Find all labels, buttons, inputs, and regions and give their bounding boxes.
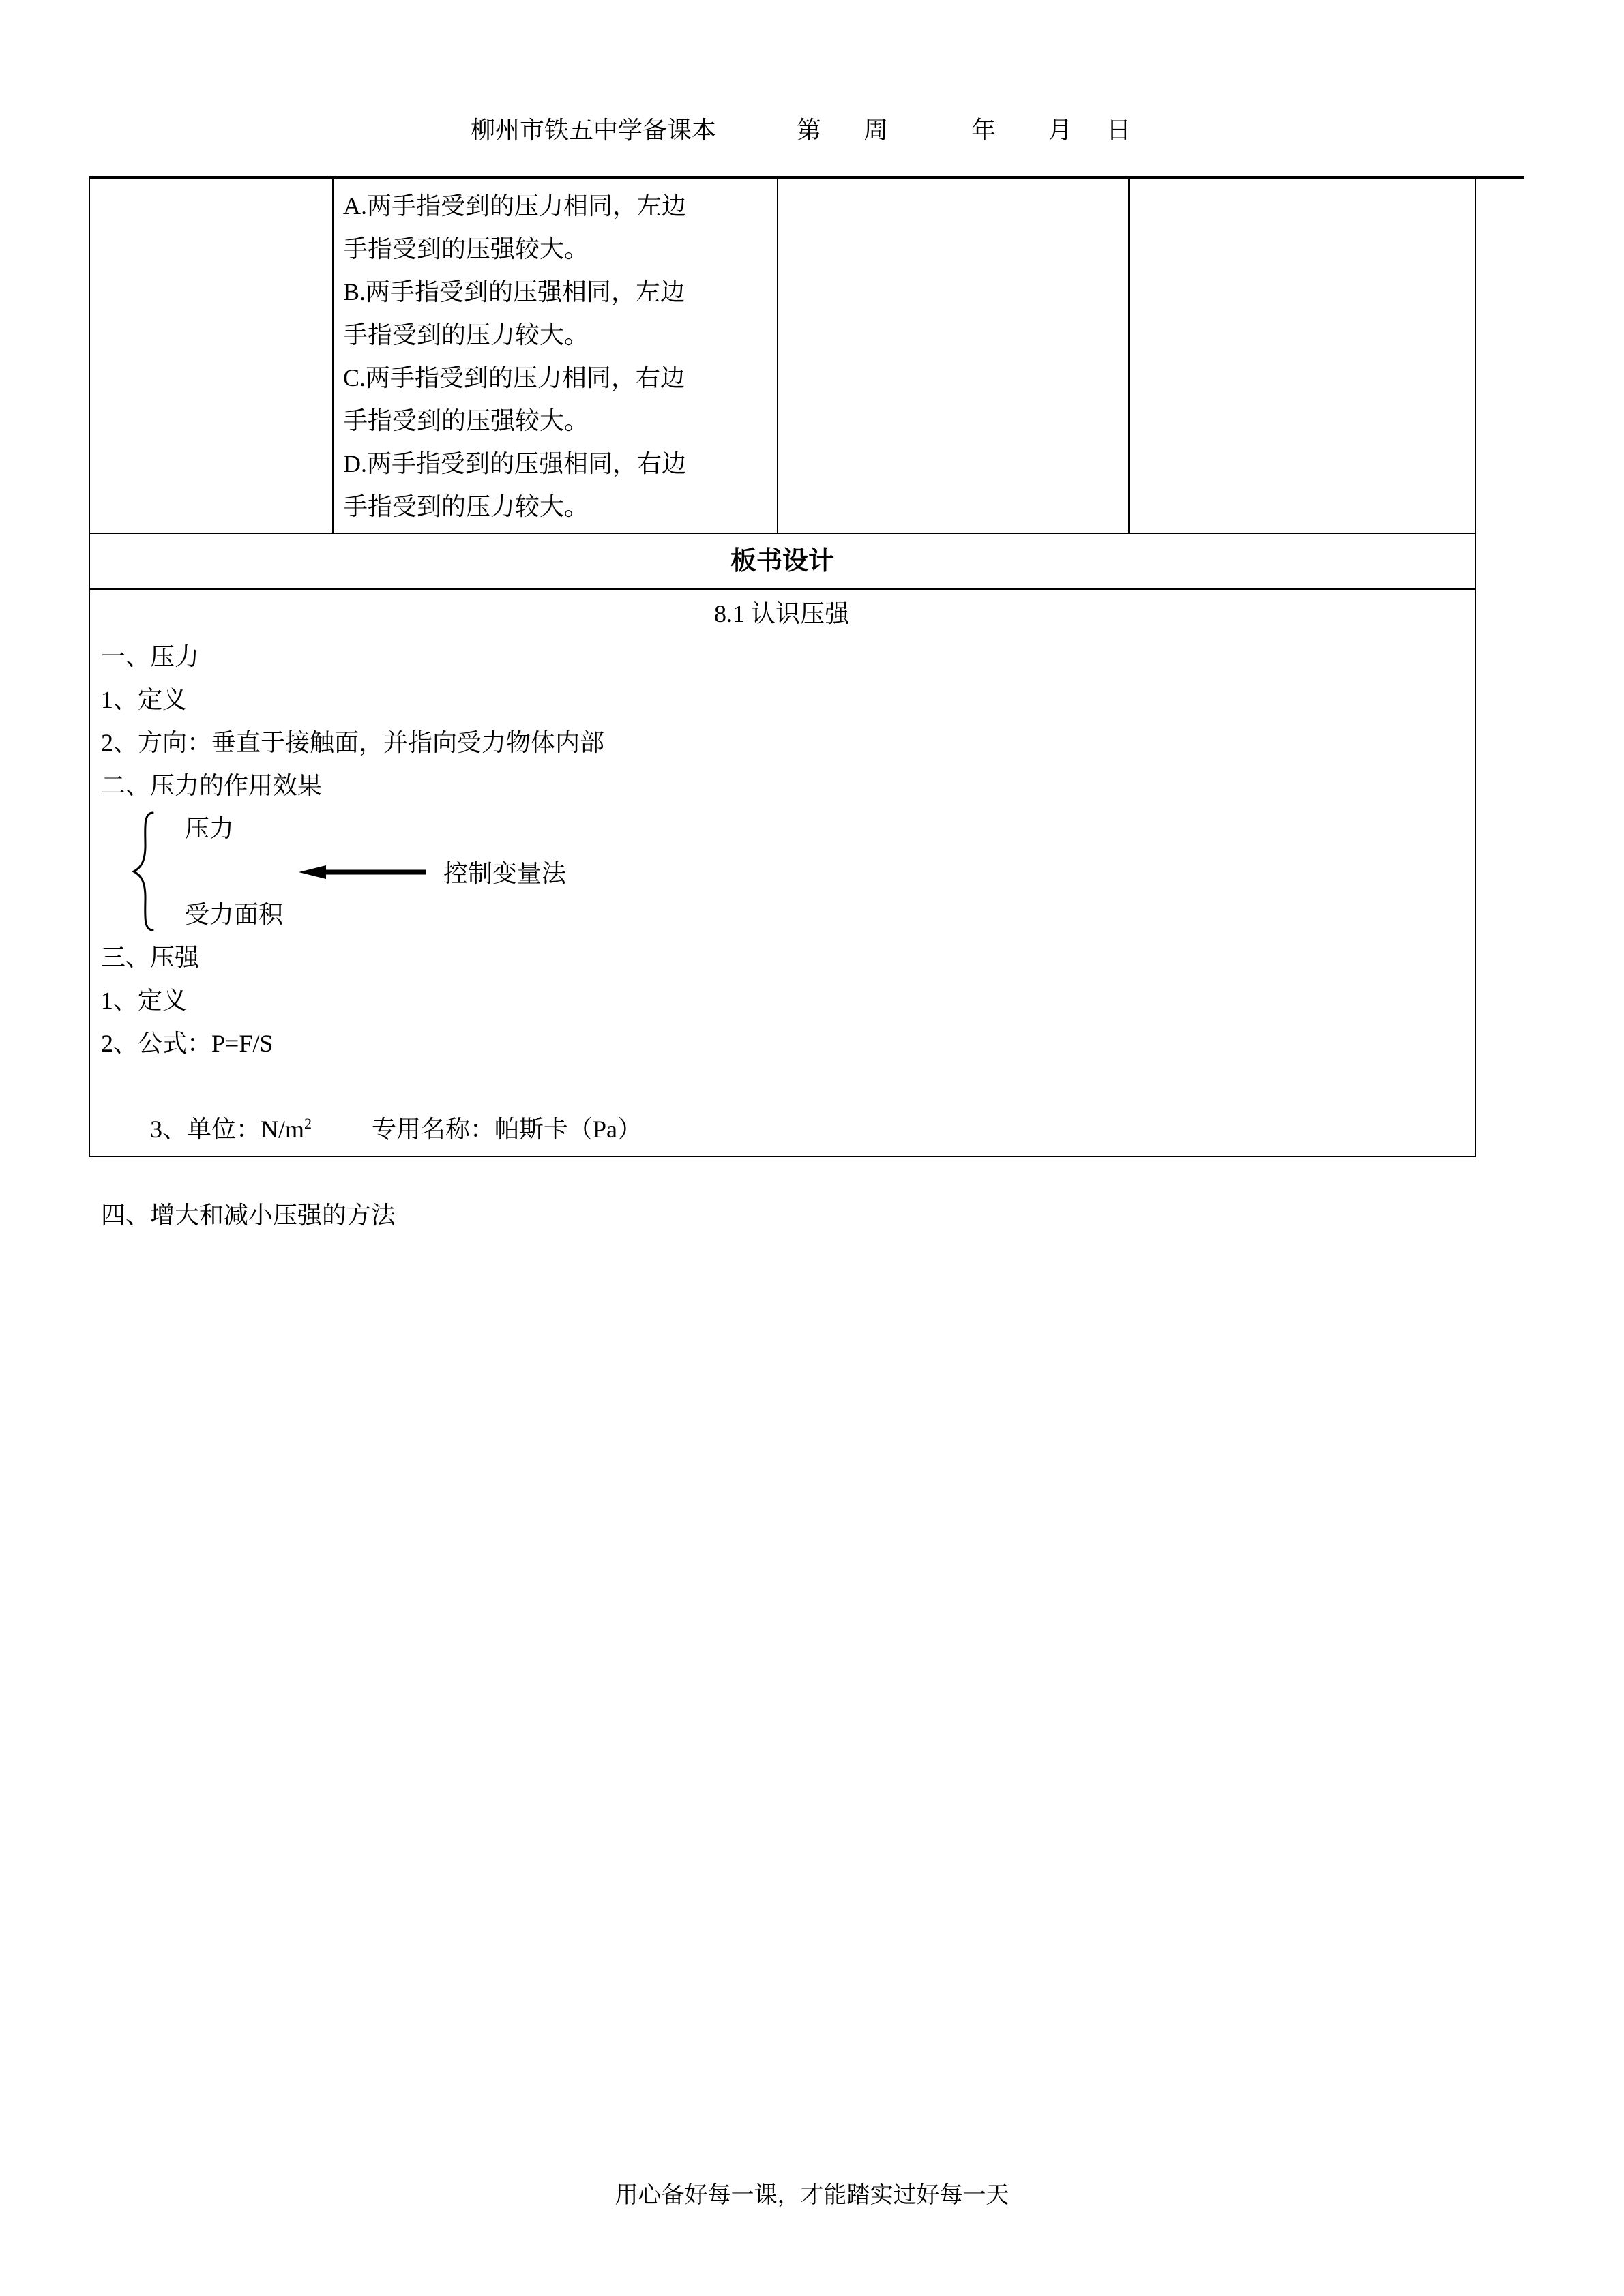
option-c-line-1: C.两手指受到的压力相同，右边 bbox=[343, 364, 685, 391]
page-footer-motto: 用心备好每一课，才能踏实过好每一天 bbox=[615, 2183, 1009, 2208]
board-line-unit bbox=[101, 1065, 1462, 1194]
left-arrow-icon bbox=[297, 863, 428, 882]
option-a-line-2: 手指受到的压强较大。 bbox=[343, 235, 589, 263]
board-lesson-title: 8.1 认识压强 bbox=[713, 600, 849, 627]
board-line-direction: 2、方向：垂直于接触面，并指向受力物体内部 bbox=[101, 729, 605, 756]
empty-cell-left-column bbox=[90, 179, 334, 534]
unit-special-name: 专用名称：帕斯卡（Pa） bbox=[372, 1116, 643, 1143]
unit-superscript: 2 bbox=[304, 1115, 312, 1132]
page-header bbox=[471, 115, 1131, 146]
board-line-definition-2: 1、定义 bbox=[101, 987, 188, 1014]
board-design-section-header: 板书设计 bbox=[90, 534, 1475, 590]
board-line-definition-1: 1、定义 bbox=[101, 686, 188, 713]
option-b-line-2: 手指受到的压力较大。 bbox=[343, 321, 589, 348]
concept-diagram bbox=[101, 807, 1462, 936]
option-d-line-2: 手指受到的压力较大。 bbox=[343, 493, 589, 520]
board-line-formula: 2、公式：P=F/S bbox=[101, 1030, 274, 1057]
diagram-arrow-row bbox=[101, 850, 1462, 893]
option-a-line-1: A.两手指受到的压力相同，左边 bbox=[343, 192, 686, 220]
question-options-cell bbox=[334, 179, 778, 534]
diagram-item-area: 受力面积 bbox=[185, 901, 284, 928]
diagram-method-label: 控制变量法 bbox=[443, 860, 567, 887]
option-d-line-1: D.两手指受到的压强相同，右边 bbox=[343, 450, 686, 477]
empty-cell-right-column bbox=[1130, 179, 1475, 534]
lesson-plan-table bbox=[89, 179, 1476, 1229]
week-unit-label: 周 bbox=[863, 117, 889, 144]
empty-cell-middle-column bbox=[778, 179, 1130, 534]
option-c-line-2: 手指受到的压强较大。 bbox=[343, 407, 589, 434]
option-b-line-1: B.两手指受到的压强相同，左边 bbox=[343, 278, 685, 305]
board-line-pressure: 三、压强 bbox=[101, 944, 200, 971]
board-line-methods: 四、增大和减小压强的方法 bbox=[101, 1202, 396, 1229]
unit-text: 3、单位：N/m bbox=[150, 1116, 305, 1143]
week-prefix-label: 第 bbox=[797, 117, 822, 144]
diagram-item-force: 压力 bbox=[185, 815, 235, 842]
day-label: 日 bbox=[1106, 117, 1132, 144]
curly-brace-icon bbox=[130, 810, 157, 933]
school-notebook-title: 柳州市铁五中学备课本 bbox=[471, 117, 717, 144]
board-line-pressure-force: 一、压力 bbox=[101, 643, 200, 670]
year-label: 年 bbox=[971, 117, 996, 144]
board-design-cell bbox=[90, 590, 1475, 1229]
month-label: 月 bbox=[1048, 117, 1073, 144]
board-line-effect: 二、压力的作用效果 bbox=[101, 772, 323, 799]
